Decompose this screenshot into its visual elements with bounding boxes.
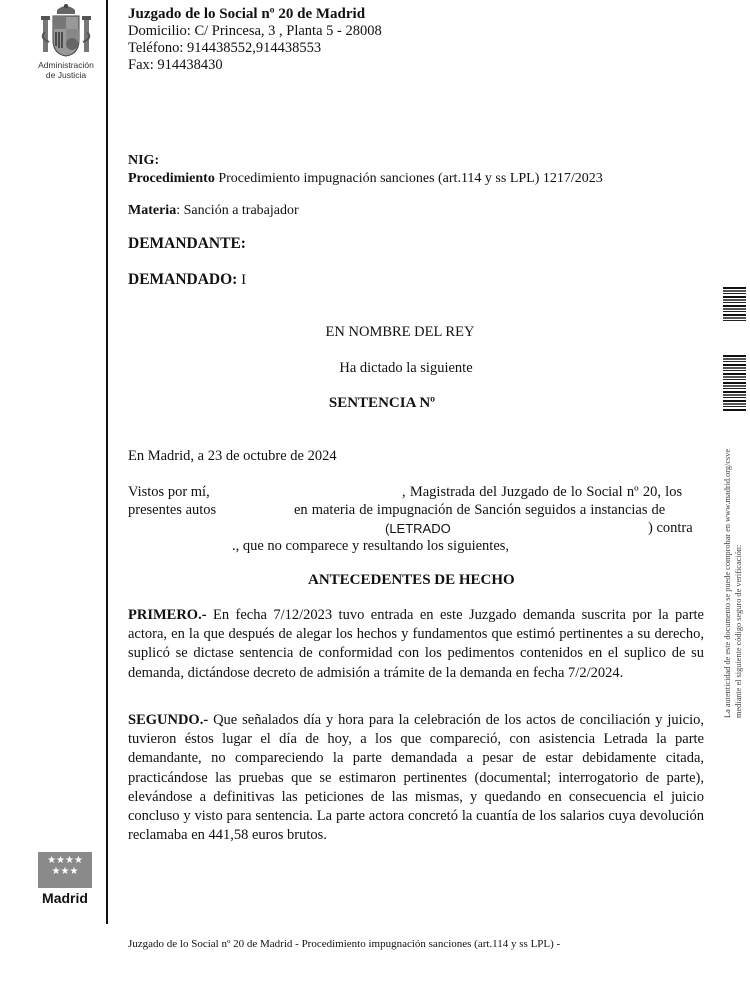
- logo-caption-line1: Administración: [38, 60, 94, 70]
- page-footer: Juzgado de lo Social nº 20 de Madrid - Procedimiento impugnación sanciones (art.114 y ss LPL) -: [128, 938, 561, 950]
- court-fax: Fax: 914438430: [128, 57, 223, 73]
- court-address: Domicilio: C/ Princesa, 3 , Planta 5 - 28008: [128, 23, 382, 39]
- court-header: [128, 6, 382, 74]
- primero-label: PRIMERO.-: [128, 607, 207, 623]
- barcode-2: [723, 355, 746, 411]
- barcode-1: [723, 287, 746, 322]
- materia-label: Materia: [128, 203, 177, 218]
- left-margin-rule: [106, 0, 108, 924]
- madrid-caption: Madrid: [42, 890, 88, 906]
- court-phone: Teléfono: 914438552,914438553: [128, 40, 322, 56]
- vistos-line1b: , Magistrada del Juzgado de lo Social nº 20, los: [402, 484, 683, 500]
- vistos-line2b: en materia de impugnación de Sanción seguidos a instancias de: [294, 502, 666, 518]
- demandado-label: DEMANDADO:: [128, 271, 238, 288]
- stars-row-1: ★★★★: [47, 855, 83, 866]
- procedimiento-label: Procedimiento: [128, 171, 215, 186]
- en-nombre-del-rey: EN NOMBRE DEL REY: [325, 324, 475, 340]
- demandante-label: DEMANDANTE:: [128, 235, 246, 252]
- madrid-flag-icon: [38, 852, 92, 888]
- court-name: Juzgado de lo Social nº 20 de Madrid: [128, 6, 366, 22]
- ha-dictado: Ha dictado la siguiente: [339, 360, 473, 376]
- primero-paragraph: [128, 606, 704, 683]
- comunidad-madrid-logo: [38, 852, 92, 906]
- verification-line2: mediante el siguiente código seguro de verificación:: [734, 544, 743, 718]
- segundo-label: SEGUNDO.-: [128, 712, 209, 728]
- demandado-value: I: [237, 272, 247, 288]
- vistos-line2a: presentes autos: [128, 502, 217, 518]
- logo-caption-line2: de Justicia: [45, 70, 87, 80]
- vistos-line3b: ) contra: [648, 520, 693, 536]
- nig-label: NIG:: [128, 153, 160, 168]
- section-heading: ANTECEDENTES DE HECHO: [308, 572, 515, 588]
- materia-line: [128, 202, 299, 219]
- materia-value: : Sanción a trabajador: [176, 203, 299, 218]
- procedimiento-value: Procedimiento impugnación sanciones (art.114 y ss LPL) 1217/2023: [214, 171, 603, 186]
- verification-line1: La autenticidad de este documento se puede comprobar en www.madrid.org/csve: [723, 448, 732, 718]
- coat-of-arms-icon: [37, 2, 95, 60]
- date-line: En Madrid, a 23 de octubre de 2024: [128, 448, 337, 464]
- vistos-line4: ., que no comparece y resultando los siguientes,: [232, 538, 510, 554]
- segundo-text: Que señalados día y hora para la celebración de los actos de conciliación y juicio, tuvieron éstos lugar el día de hoy, a los que compareció, con asistencia Letrada la parte demandante, no compareciendo la parte demandada a pesar de estar debidamente citada, practicándose las pruebas que se estimaron pertinentes (documental; interrogatorio de parte), elevándose a definitivas las peticiones de las mismas, y quedando en consecuencia el juicio concluso y visto para sentencia. La parte actora concretó la cuantía de los salarios cuya devolución reclamaba en 441,58 euros brutos.: [128, 712, 704, 844]
- verification-text: [722, 418, 750, 718]
- procedimiento-line: [128, 170, 603, 187]
- stars-row-2: ★★★: [51, 866, 79, 877]
- vistos-line1a: Vistos por mí,: [128, 484, 210, 500]
- sentencia-title: SENTENCIA Nº: [328, 395, 436, 411]
- demandado-line: [128, 271, 246, 289]
- primero-text: En fecha 7/12/2023 tuvo entrada en este Juzgado demanda suscrita por la parte actora, en la que después de alegar los hechos y fundamentos que estimó pertinentes a su derecho, suplicó se dictase sentencia de conformidad con los pedimentos contenidos en el suplico de su demanda, dictándose decreto de admisión a trámite de la demanda en fecha 7/2/2024.: [128, 607, 704, 681]
- vistos-line3a: (LETRADO: [385, 521, 451, 536]
- segundo-paragraph: [128, 711, 704, 845]
- administracion-justicia-logo: [30, 2, 102, 92]
